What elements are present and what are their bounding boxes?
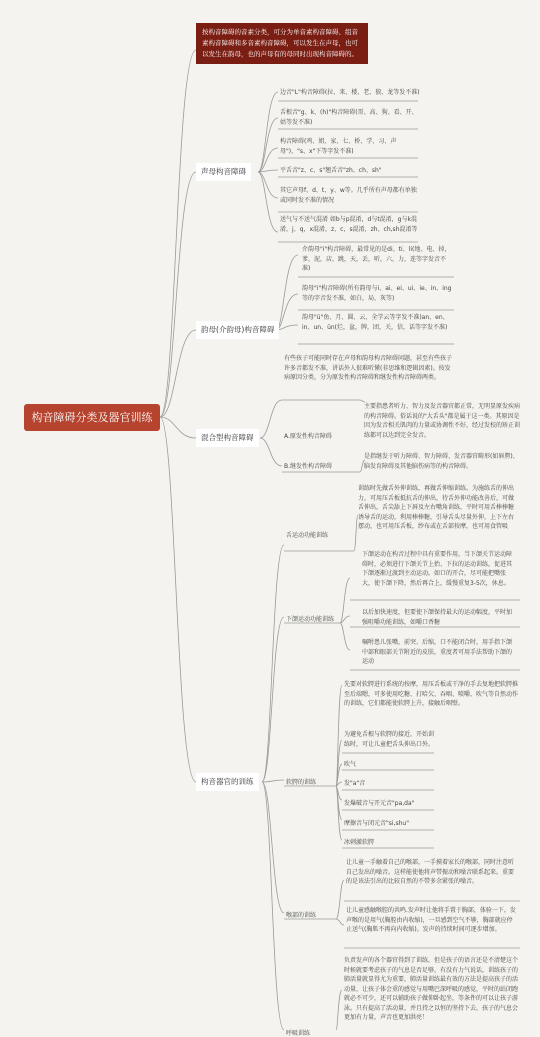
lip-item-6: 冰刺激软腭 — [344, 839, 375, 846]
throat-item-1: 让儿童一手触着自己的喉部，一手摸着家长的喉部，同时注意听自己发出的噪音。这样能使他将声带振动和噪音联系起来。重要的是该法引出的比较自然的不带多余紧张的噪音。 — [346, 859, 515, 885]
lip-label: 软腭的训练 — [286, 779, 317, 786]
yunmu-item-1: 介韵母"i"构音障碍，最常见的是di、ti、li(地、电、掉，爹，泥，店，跳，天，丢，听，六，力，连等字发音不准) — [302, 246, 451, 272]
throat-item-2: 让儿童感触喉腔的共鸣.发声时让他将手置于胸部，体验一下。发声喉的是用气(胸腔由内收缩)，一旦感到空气不够，胸部就应停止送气(胸肌不再向内收缩)。发声的持续时间可逐步增加。 — [346, 907, 516, 933]
tongue-text: 训练时先做舌外伸训练，再做舌伸缩训练。为施练舌的伸出力，可用压舌板抵抗舌的伸出，待舌外伸功能改善后，可做舌伸出，舌尖舔上下唇及左右嘴角训练，平时可用舌棒棒糖诱导舌的运动，利用棒棒糖，引导舌头尽量外伸，上下左右摆动，也可用压舌板，纱布或在舌部按摩，也可用食管吸 — [358, 485, 515, 530]
shengmu-item-1: 边音"L"构音障碍(拉、来、楼、老、狼、龙等发不准) — [280, 89, 420, 96]
lip-text: 先要对软腭进行系统的按摩，用压舌板或干净的手去复地把软腭推至后端嗯，可多使用吃糖、打哈欠、吞咽、喷嚼、吹气等自然动作的训练，它们都能使软腭上升，接触后咽壁。 — [344, 681, 519, 707]
hunhe-b-text: 是指继发于听力障碍、智力障碍、发音器官畸形(如唇腭)、脑发育障碍及其他脑伤病等的构音障碍。 — [364, 453, 519, 470]
lip-item-5: 摩擦音与闭元音"si,shu" — [344, 820, 409, 827]
hunhe-desc: 有些孩子可能同时存在声母和韵母构音障碍问题，甚至有些孩子许多音都发不准，讲话外人很难听懂(非思维和逻辑因素)。按发病原因分类，分为原发性构音障碍和继发性构音障碍两类。 — [284, 355, 453, 381]
jaw-label: 下颌运动功能训练 — [286, 616, 335, 623]
branch-yunmu[interactable]: 韵母(介韵母)构音障碍 — [196, 321, 279, 339]
jaw-item-3: 嘱咐患儿张嘴，前突、后缩，口不能闭合时，用手指下颌中部和眼部关节附近的皮肤，重度者可用手法帮助下颌的运动 — [362, 639, 513, 665]
branch-shengmu[interactable]: 声母构音障碍 — [196, 163, 251, 181]
breath-label: 呼吸训练 — [286, 1030, 311, 1037]
intro-node[interactable]: 按构音障碍的音素分类，可分为单音素构音障碍、组音素构音障碍和多音素构音障碍，可以发生在声母，也可以发生在韵母，也的声母有的母同时出现构音障碍的。 — [196, 23, 368, 64]
branch-hunhe[interactable]: 混合型构音障碍 — [196, 429, 259, 447]
shengmu-item-5: 其它声母f、d、t、y、w等。几乎所有声母都有单独或同时发不准的情况 — [280, 187, 417, 204]
hunhe-b-label: B.继发性构音障碍 — [284, 463, 333, 470]
hunhe-a-text: 主要指患者听力、智力及发音器官都正常，无明显原发疾病的构音障碍。俗话说的"大舌头"都是属于这一类。其原因是因为发音相关肌肉的力量或协调性不好，经过发校的矫正训练都可以达到完全发音。 — [364, 403, 521, 439]
lip-item-4: 发爆破音与开元音"pa,da" — [344, 800, 415, 807]
tongue-label: 舌运动功能训练 — [286, 532, 329, 539]
hunhe-a-label: A.原发性构音障碍 — [284, 433, 332, 440]
lip-item-2: 吹气 — [344, 761, 357, 768]
shengmu-item-6: 送气与不送气混淆 如b与p混淆，d与t混淆，g与k混淆，j、q，x混淆，z、c，s混淆，zh、ch,sh混淆等 — [280, 216, 418, 233]
throat-label: 喉部的训练 — [286, 912, 317, 919]
lip-item-3: 发"a"音 — [344, 780, 366, 787]
yunmu-item-2: 韵母"i"构音障碍(所有韵母与i、ai、ei、ui、ie、in、ing等的字音发不准，如白，局，灰等) — [302, 285, 452, 302]
branch-xunlian[interactable]: 构音器官的训练 — [196, 773, 259, 791]
shengmu-item-4: 平舌音"z、c、s"翘舌音"zh、ch、sh" — [280, 167, 382, 174]
shengmu-item-3: 构音障碍(鸡、姐、家、七、桥、学、习、声母")、"s、x"下等字发不准) — [280, 138, 397, 155]
lip-item-1: 为避免舌根与软腭的接近，开始训练时，可让儿童把舌头伸出口外。 — [344, 731, 435, 748]
shengmu-item-2: 舌根音"g、k、(h)"构音障碍(哥、高、狗、看、开、姑等发不准) — [280, 109, 418, 126]
jaw-item-1: 下颌运动在构音过程中具有重要作用，当下颌关节运动障碍时，必须进行下颌关节上抬、下拉的运动训练，促进其下颌逐渐过渡到主动运动。如口的开合，尽可能把嘴张大，使下颌下降，然后再合上，缓慢重复3-5次，休息。 — [362, 551, 513, 587]
breath-text: 负责发声的各个器官得到了训练，但是孩子的语言还是不清楚这个时候就要考虑孩子的气息是否足够，有没有力气说话，训练孩子的肺活量就显得尤为重要，肺活量训练最有效的方法是提高孩子的活动量，让孩子体会重的感觉与用嘴巴深呼吸的感觉，平时的站闭跑就必不可少，还可以辅助孩子做仰卧起坐，等条件的可以让孩子游泳。只有提高了活动量，并且持之以恒的坚持下去，孩子的气息会更加有力量，声音也更加洪亮！ — [344, 957, 519, 1021]
root-node[interactable]: 构音障碍分类及器官训练 — [24, 404, 160, 431]
jaw-item-2: 以后加快速度，但要使下颌保持最大的运动幅度，平时加强咀嚼功能训练，如嚼口香糖 — [362, 609, 513, 626]
yunmu-item-3: 韵母"ü"鱼、月、圆、云、全学云等字发不准)an、en、in、un、ün(烂，盆，牌，团，关，信，话等字发不准) — [302, 314, 449, 331]
